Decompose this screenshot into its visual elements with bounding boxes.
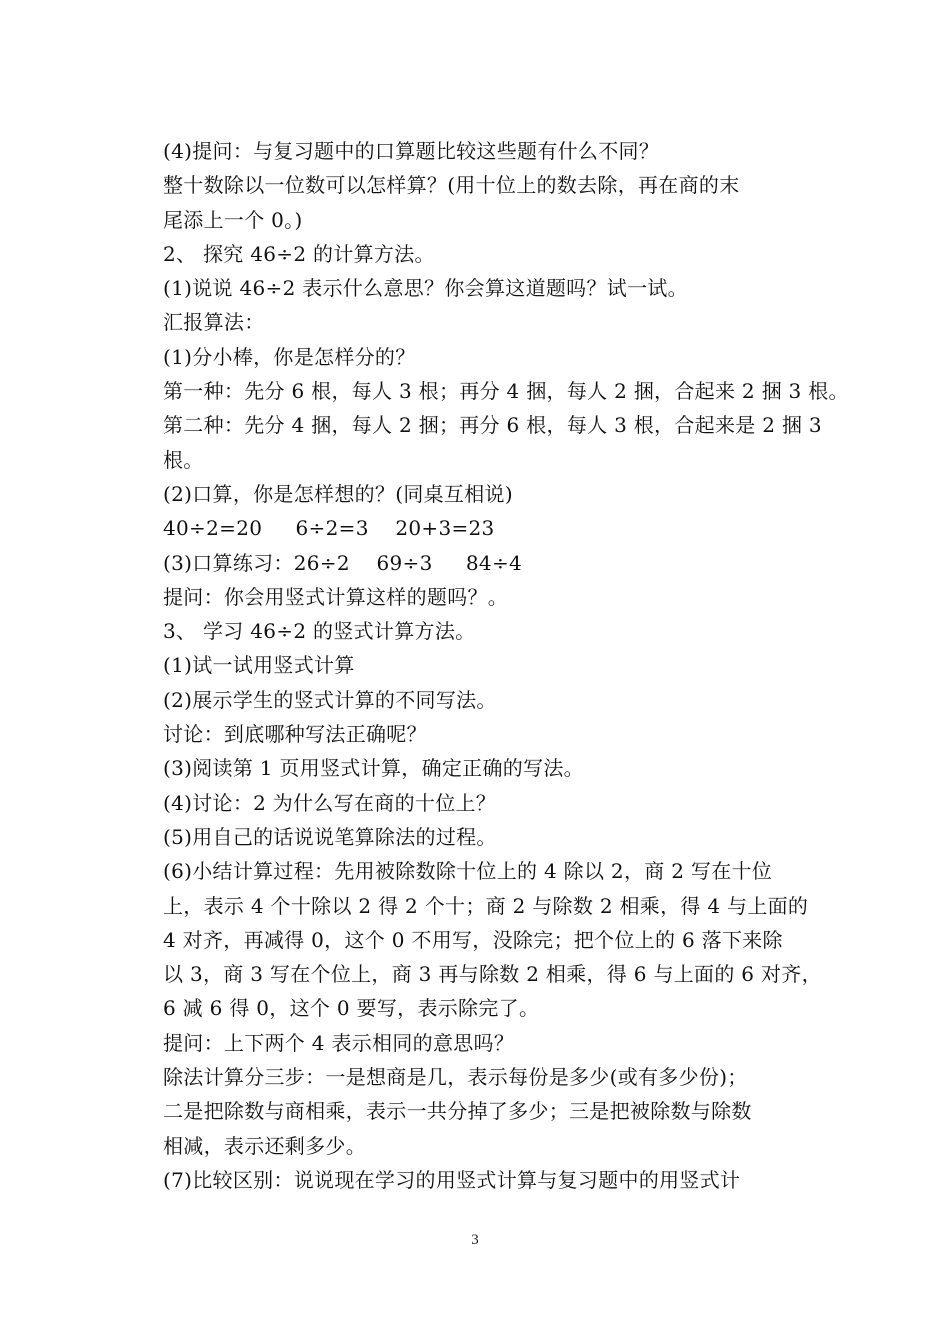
text-line: 讨论：到底哪种写法正确呢？: [163, 722, 427, 747]
text-line: 提问：你会用竖式计算这样的题吗？。: [163, 584, 509, 609]
page-number: 3: [471, 1232, 479, 1248]
document-body: [163, 134, 849, 1197]
text-line: 二是把除数与商相乘，表示一共分掉了多少；三是把被除数与除数: [163, 1099, 752, 1124]
text-line: 以 3，商 3 写在个位上，商 3 再与除数 2 相乘，得 6 与上面的 6 对齐，: [163, 962, 822, 987]
text-line: (2)展示学生的竖式计算的不同写法。: [163, 687, 497, 712]
text-line: (6)小结计算过程：先用被除数除十位上的 4 除以 2，商 2 写在十位: [163, 859, 773, 884]
text-line: (7)比较区别：说说现在学习的用竖式计算与复习题中的用竖式计: [163, 1167, 741, 1192]
text-line: 第二种：先分 4 捆，每人 2 捆；再分 6 根，每人 3 根，合起来是 2 捆 3: [163, 413, 822, 438]
text-line: 第一种：先分 6 根，每人 3 根；再分 4 捆，每人 2 捆，合起来 2 捆 3 根。: [163, 379, 849, 404]
text-line: 相减，表示还剩多少。: [163, 1133, 366, 1158]
text-line: 除法计算分三步：一是想商是几，表示每份是多少(或有多少份)；: [163, 1065, 748, 1090]
text-line: 尾添上一个 0。): [163, 207, 303, 232]
text-line: (3)阅读第 1 页用竖式计算，确定正确的写法。: [163, 756, 584, 781]
text-line: (4)讨论：2 为什么写在商的十位上？: [163, 790, 497, 815]
text-line: 提问：上下两个 4 表示相同的意思吗？: [163, 1030, 515, 1055]
text-line: (1)试一试用竖式计算: [163, 653, 355, 678]
text-line: (3)口算练习：26÷2 69÷3 84÷4: [163, 550, 523, 575]
text-line: 3、 学习 46÷2 的竖式计算方法。: [163, 619, 476, 644]
text-line: 根。: [163, 447, 204, 472]
text-line: 4 对齐，再减得 0，这个 0 不用写，没除完；把个位上的 6 落下来除: [163, 927, 783, 952]
text-line: (1)分小棒，你是怎样分的？: [163, 344, 416, 369]
text-line: 40÷2=20 6÷2=3 20+3=23: [163, 516, 495, 541]
text-line: (1)说说 46÷2 表示什么意思？你会算这道题吗？试一试。: [163, 276, 688, 301]
text-line: (4)提问：与复习题中的口算题比较这些题有什么不同？: [163, 139, 660, 163]
text-line: (2)口算，你是怎样想的？(同桌互相说): [163, 481, 513, 506]
text-line: 上，表示 4 个十除以 2 得 2 个十；商 2 与除数 2 相乘，得 4 与上面的: [163, 893, 809, 918]
text-line: 整十数除以一位数可以怎样算？(用十位上的数去除，再在商的末: [163, 173, 740, 198]
text-line: 2、 探究 46÷2 的计算方法。: [163, 241, 435, 266]
text-line: 6 减 6 得 0，这个 0 要写，表示除完了。: [163, 996, 540, 1021]
text-line: 汇报算法：: [163, 310, 265, 335]
text-line: (5)用自己的话说说笔算除法的过程。: [163, 824, 497, 849]
